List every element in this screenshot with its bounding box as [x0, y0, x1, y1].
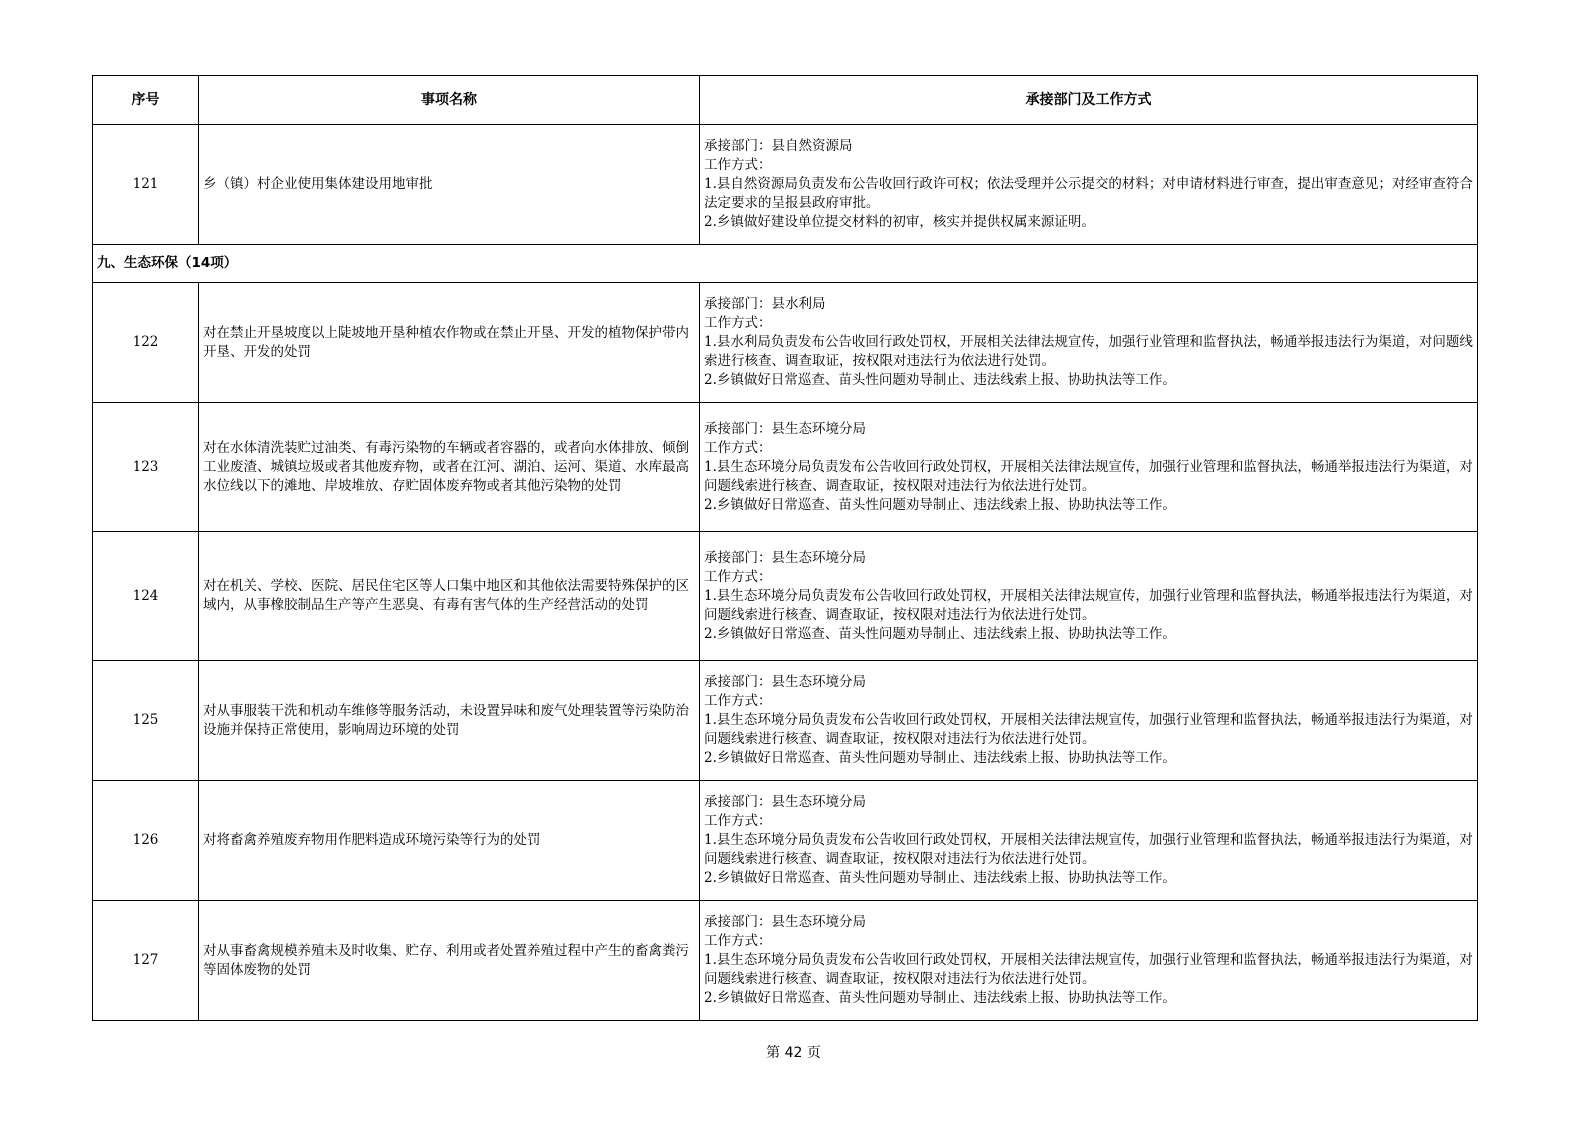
row-method-label: 工作方式：: [704, 315, 772, 331]
matters-table: [92, 75, 1478, 1021]
row-method-item-2: 2.乡镇做好日常巡查、苗头性问题劝导制止、违法线索上报、协助执法等工作。: [704, 372, 1176, 388]
row-number: 121: [93, 125, 199, 245]
page-number: 第 42 页: [766, 1045, 821, 1061]
row-method-label: 工作方式：: [704, 157, 772, 173]
row-number: 124: [93, 532, 199, 661]
row-method-item-1: 1.县生态环境分局负责发布公告收回行政处罚权，开展相关法律法规宣传，加强行业管理和监督执法，畅通举报违法行为渠道，对问题线索进行核查、调查取证，按权限对违法行为依法进行处罚。: [704, 832, 1473, 867]
table-row: [93, 403, 1478, 532]
row-number: 127: [93, 901, 199, 1021]
row-method-label: 工作方式：: [704, 568, 772, 585]
row-department-method: [700, 403, 1478, 532]
row-department-method: [700, 125, 1478, 245]
row-department: 承接部门：县生态环境分局: [704, 549, 866, 566]
row-method-label: 工作方式：: [704, 813, 772, 829]
row-matter-name: 对在水体清洗装贮过油类、有毒污染物的车辆或者容器的，或者向水体排放、倾倒工业废渣、城镇垃圾或者其他废弃物，或者在江河、湖泊、运河、渠道、水库最高水位线以下的滩地、岸坡堆放、存贮固体废弃物或者其他污染物的处罚: [199, 403, 700, 532]
row-matter-name: 对在禁止开垦坡度以上陡坡地开垦种植农作物或在禁止开垦、开发的植物保护带内开垦、开发的处罚: [199, 283, 700, 403]
row-department-method: [700, 661, 1478, 781]
row-method-item-2: 2.乡镇做好日常巡查、苗头性问题劝导制止、违法线索上报、协助执法等工作。: [704, 750, 1176, 766]
row-method-item-2: 2.乡镇做好日常巡查、苗头性问题劝导制止、违法线索上报、协助执法等工作。: [704, 496, 1176, 513]
row-department: 承接部门：县水利局: [704, 296, 826, 312]
row-method-item-1: 1.县生态环境分局负责发布公告收回行政处罚权，开展相关法律法规宣传，加强行业管理和监督执法，畅通举报违法行为渠道，对问题线索进行核查、调查取证，按权限对违法行为依法进行处罚。: [704, 952, 1473, 987]
row-method-label: 工作方式：: [704, 933, 772, 949]
header-serial: 序号: [93, 76, 199, 125]
table-row: [93, 125, 1478, 245]
table-row: [93, 661, 1478, 781]
section-title: 九、生态环保（14项）: [93, 245, 1478, 283]
table-header-row: [93, 76, 1478, 125]
header-matter-name: 事项名称: [199, 76, 700, 125]
row-number: 123: [93, 403, 199, 532]
row-method-item-2: 2.乡镇做好日常巡查、苗头性问题劝导制止、违法线索上报、协助执法等工作。: [704, 990, 1176, 1006]
table-row: [93, 901, 1478, 1021]
row-method-label: 工作方式：: [704, 439, 772, 456]
row-method-label: 工作方式：: [704, 693, 772, 709]
row-method-item-1: 1.县生态环境分局负责发布公告收回行政处罚权，开展相关法律法规宣传，加强行业管理和监督执法，畅通举报违法行为渠道，对问题线索进行核查、调查取证，按权限对违法行为依法进行处罚。: [704, 587, 1473, 623]
section-row: [93, 245, 1478, 283]
row-number: 125: [93, 661, 199, 781]
row-method-item-1: 1.县生态环境分局负责发布公告收回行政处罚权，开展相关法律法规宣传，加强行业管理和监督执法，畅通举报违法行为渠道，对问题线索进行核查、调查取证，按权限对违法行为依法进行处罚。: [704, 458, 1473, 494]
table-row: [93, 781, 1478, 901]
row-department: 承接部门：县自然资源局: [704, 138, 853, 154]
row-department: 承接部门：县生态环境分局: [704, 794, 866, 810]
row-department: 承接部门：县生态环境分局: [704, 420, 866, 437]
table-row: [93, 283, 1478, 403]
table-row: [93, 532, 1478, 661]
row-number: 122: [93, 283, 199, 403]
row-method-item-1: 1.县自然资源局负责发布公告收回行政许可权；依法受理并公示提交的材料；对申请材料进行审查，提出审查意见；对经审查符合法定要求的呈报县政府审批。: [704, 176, 1473, 211]
row-department-method: [700, 283, 1478, 403]
row-matter-name: 对将畜禽养殖废弃物用作肥料造成环境污染等行为的处罚: [199, 781, 700, 901]
row-method-item-2: 2.乡镇做好日常巡查、苗头性问题劝导制止、违法线索上报、协助执法等工作。: [704, 625, 1176, 642]
row-department: 承接部门：县生态环境分局: [704, 674, 866, 690]
row-department-method: [700, 901, 1478, 1021]
row-matter-name: 乡（镇）村企业使用集体建设用地审批: [199, 125, 700, 245]
row-department-method: [700, 781, 1478, 901]
row-method-item-1: 1.县水利局负责发布公告收回行政处罚权，开展相关法律法规宣传，加强行业管理和监督执法，畅通举报违法行为渠道，对问题线索进行核查、调查取证，按权限对违法行为依法进行处罚。: [704, 334, 1473, 369]
row-matter-name: 对从事服装干洗和机动车维修等服务活动，未设置异味和废气处理装置等污染防治设施并保持正常使用，影响周边环境的处罚: [199, 661, 700, 781]
row-method-item-2: 2.乡镇做好日常巡查、苗头性问题劝导制止、违法线索上报、协助执法等工作。: [704, 870, 1176, 886]
row-department-method: [700, 532, 1478, 661]
header-department-method: 承接部门及工作方式: [700, 76, 1478, 125]
row-department: 承接部门：县生态环境分局: [704, 914, 866, 930]
row-method-item-2: 2.乡镇做好建设单位提交材料的初审，核实并提供权属来源证明。: [704, 214, 1095, 230]
row-matter-name: 对在机关、学校、医院、居民住宅区等人口集中地区和其他依法需要特殊保护的区域内，从事橡胶制品生产等产生恶臭、有毒有害气体的生产经营活动的处罚: [199, 532, 700, 661]
row-method-item-1: 1.县生态环境分局负责发布公告收回行政处罚权，开展相关法律法规宣传，加强行业管理和监督执法，畅通举报违法行为渠道，对问题线索进行核查、调查取证，按权限对违法行为依法进行处罚。: [704, 712, 1473, 747]
row-matter-name: 对从事畜禽规模养殖未及时收集、贮存、利用或者处置养殖过程中产生的畜禽粪污等固体废物的处罚: [199, 901, 700, 1021]
row-number: 126: [93, 781, 199, 901]
